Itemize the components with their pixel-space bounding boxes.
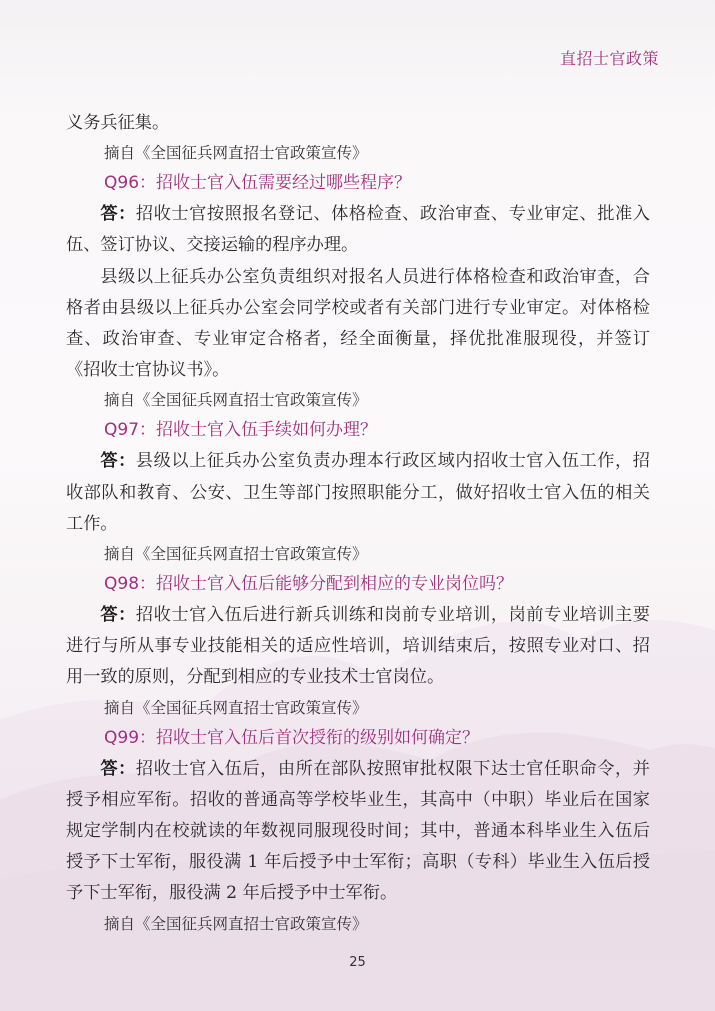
answer-label: 答： [100,758,136,779]
answer-text: 招收士官入伍后进行新兵训练和岗前专业培训，岗前专业培训主要进行与所从事专业技能相关的适应性培训，培训结束后，按照专业对口、招用一致的原则，分配到相应的专业技术士官岗位。 [66,605,650,688]
source-citation: 摘自《全国征兵网直招士官政策宣传》 [104,914,368,933]
source-citation: 摘自《全国征兵网直招士官政策宣传》 [104,391,368,410]
answer-label: 答： [100,605,136,626]
source-citation: 摘自《全国征兵网直招士官政策宣传》 [104,698,368,717]
answer-text: 县级以上征兵办公室负责办理本行政区域内招收士官入伍工作，招收部队和教育、公安、卫生等部门按照职能分工，做好招收士官入伍的相关工作。 [66,451,650,534]
answer-text: 招收士官按照报名登记、体格检查、政治审查、专业审定、批准入伍、签订协议、交接运输的程序办理。 [66,204,650,256]
answer-label: 答： [100,451,136,472]
body-paragraph: 义务兵征集。 [66,113,170,133]
answer-paragraph [66,754,650,910]
page-number: 25 [349,955,366,970]
answer-paragraph [66,600,650,694]
question-heading: Q96：招收士官入伍需要经过哪些程序？ [104,173,412,194]
header-title: 直招士官政策 [559,49,659,68]
question-heading: Q99：招收士官入伍后首次授衔的级别如何确定？ [104,727,480,748]
answer-paragraph [66,446,650,540]
body-paragraph: 县级以上征兵办公室负责组织对报名人员进行体格检查和政治审查，合格者由县级以上征兵办公室会同学校或者有关部门进行专业审定。对体格检查、政治审查、专业审定合格者，经全面衡量，择优批准服现役，并签订《招收士官协议书》。 [66,266,650,381]
source-citation: 摘自《全国征兵网直招士官政策宣传》 [104,144,368,163]
source-citation: 摘自《全国征兵网直招士官政策宣传》 [104,545,368,564]
question-heading: Q98：招收士官入伍后能够分配到相应的专业岗位吗？ [104,574,514,595]
answer-label: 答： [100,204,136,225]
answer-text: 招收士官入伍后，由所在部队按照审批权限下达士官任职命令，并授予相应军衔。招收的普通高等学校毕业生，其高中（中职）毕业后在国家规定学制内在校就读的年数视同服现役时间；其中，普通本科毕业生入伍后授予下士军衔，服役满 1 年后授予中士军衔；高职（专科）毕业生入伍后授予下士军衔，服役满 2 年后授予中士军衔。 [66,758,650,904]
page-content [66,108,650,939]
question-heading: Q97：招收士官入伍手续如何办理？ [104,420,378,441]
answer-paragraph [66,199,650,261]
